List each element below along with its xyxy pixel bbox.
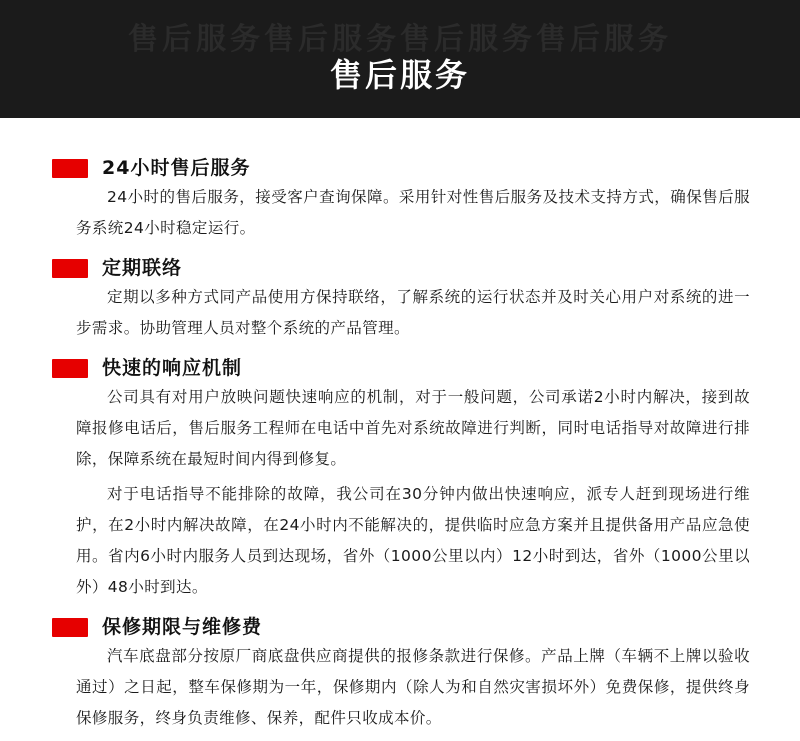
section-paragraph: 定期以多种方式同产品使用方保持联络，了解系统的运行状态并及时关心用户对系统的进一步需求。协助管理人员对整个系统的产品管理。 [76,288,750,337]
section-title: 保修期限与维修费 [102,616,263,638]
section-24h-service [34,158,766,244]
red-square-bullet-icon [52,159,88,178]
section-title: 快速的响应机制 [102,357,243,379]
section-heading [34,158,766,178]
page-title: 售后服务 [329,56,470,94]
red-square-bullet-icon [52,359,88,378]
section-rapid-response [34,358,766,603]
section-paragraph: 24小时的售后服务，接受客户查询保障。采用针对性售后服务及技术支持方式，确保售后服务系统24小时稳定运行。 [76,188,750,237]
page-banner [0,0,800,118]
section-warranty [34,617,766,734]
section-heading [34,258,766,278]
section-regular-contact [34,258,766,344]
section-paragraph: 汽车底盘部分按原厂商底盘供应商提供的报修条款进行保修。产品上牌（车辆不上牌以验收通过）之日起，整车保修期为一年，保修期内（除人为和自然灾害损坏外）免费保修，提供终身保修服务，终身负责维修、保养，配件只收成本价。 [76,647,750,727]
banner-watermark-text: 售后服务售后服务售后服务售后服务 [128,22,672,57]
section-heading [34,617,766,637]
section-heading [34,358,766,378]
red-square-bullet-icon [52,618,88,637]
section-paragraph: 对于电话指导不能排除的故障，我公司在30分钟内做出快速响应，派专人赶到现场进行维护，在2小时内解决故障，在24小时内不能解决的，提供临时应急方案并且提供备用产品应急使用。省内6小时内服务人员到达现场，省外（1000公里以内）12小时到达，省外（1000公里以外）48小时到达。 [76,485,750,596]
section-paragraph: 公司具有对用户放映问题快速响应的机制，对于一般问题，公司承诺2小时内解决，接到故障报修电话后，售后服务工程师在电话中首先对系统故障进行判断，同时电话指导对故障进行排除，保障系统在最短时间内得到修复。 [76,388,750,468]
section-title: 定期联络 [102,257,183,279]
red-square-bullet-icon [52,259,88,278]
content-body [0,118,800,734]
section-title: 24小时售后服务 [102,157,251,179]
